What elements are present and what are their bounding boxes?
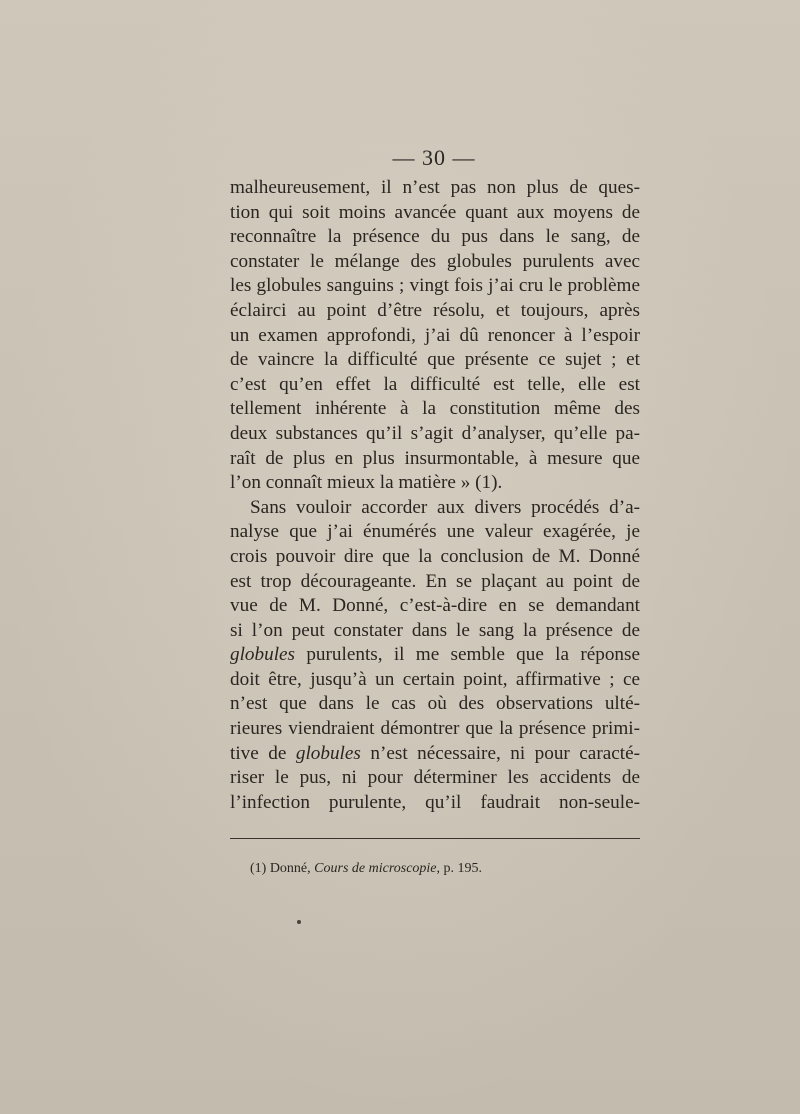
text-line: riser le pus, ni pour déterminer les accidents de [230,767,640,789]
page-number: — 30 — [392,145,476,170]
text-segment: n’est nécessaire, ni pour caracté- [360,742,640,764]
text-line [230,742,640,767]
italic-word: globules [230,644,296,666]
text-line [230,643,640,668]
text-segment: tive de [230,742,296,764]
text-line: éclairci au point d’être résolu, et toujours, après [230,299,640,321]
text-line: Sans vouloir accorder aux divers procédés d’a- [250,496,640,518]
footnote-title: Cours de microscopie [314,861,437,876]
text-line: l’on connaît mieux la matière » (1). [230,472,503,494]
text-line: constater le mélange des globules purulents avec [230,250,640,272]
text-line: c’est qu’en effet la difficulté est telle, elle est [230,373,640,395]
text-line: un examen approfondi, j’ai dû renoncer à l’espoir [230,324,640,346]
text-line: les globules sanguins ; vingt fois j’ai cru le problème [230,275,640,297]
footnote [250,860,640,878]
text-line: tellement inhérente à la constitution même des [230,398,640,420]
text-line: est trop décourageante. En se plaçant au point de [230,570,640,592]
text-line: raît de plus en plus insurmontable, à mesure que [230,447,640,469]
text-segment: purulents, il me semble que la réponse [295,644,640,666]
text-line: reconnaître la présence du pus dans le sang, de [230,226,640,248]
text-line: n’est que dans le cas où des observations ulté- [230,693,640,715]
text-line: tion qui soit moins avancée quant aux moyens de [230,201,640,223]
footnote-divider [230,838,640,839]
text-line: de vaincre la difficulté que présente ce sujet ; et [230,349,640,371]
footnote-marker: (1) Donné, [250,861,315,876]
text-line: crois pouvoir dire que la conclusion de M. Donné [230,545,640,567]
text-line: deux substances qu’il s’agit d’analyser, qu’elle pa- [230,422,640,444]
text-line: nalyse que j’ai énumérés une valeur exagérée, je [230,521,640,543]
ink-spot [297,920,301,924]
text-line: vue de M. Donné, c’est-à-dire en se demandant [230,595,640,617]
italic-word: globules [295,742,361,764]
footnote-rest: , p. 195. [436,861,483,876]
text-line: malheureusement, il n’est pas non plus de ques- [230,177,640,198]
text-line: rieures viendraient démontrer que la présence primi- [230,718,640,740]
body-text [230,176,640,815]
text-line: doit être, jusqu’à un certain point, affirmative ; ce [230,668,640,690]
text-line: si l’on peut constater dans le sang la présence de [230,619,640,641]
text-line: l’infection purulente, qu’il faudrait non-seule- [230,791,640,813]
